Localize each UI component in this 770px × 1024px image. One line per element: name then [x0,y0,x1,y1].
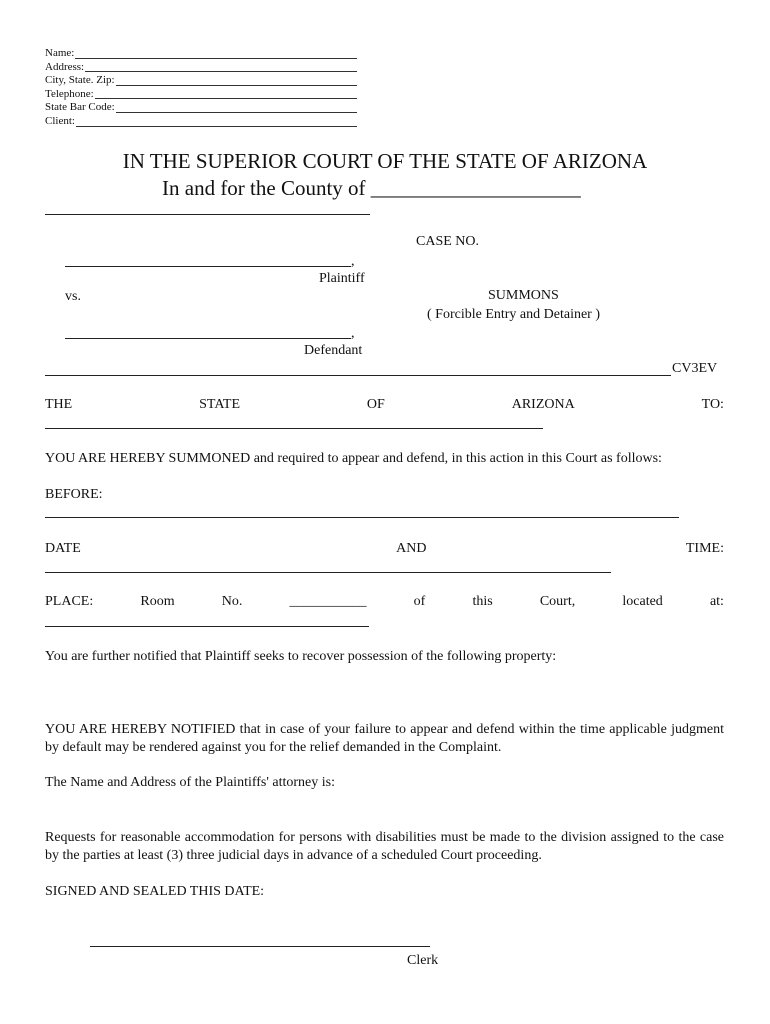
defendant-name-line [65,338,351,339]
header-field-label: Address: [45,60,85,73]
to-line-word: THE [45,397,73,412]
accommodation-notice: Requests for reasonable accommodation for persons with disabilities must be made to the division assigned to the case by the parties at least (3) three judicial days in advance of a scheduled Court proceeding. [45,830,724,863]
location-fill-line [45,626,369,627]
plaintiff-label: Plaintiff [319,271,365,286]
attorney-header-block [45,47,357,129]
signed-sealed-label: SIGNED AND SEALED THIS DATE: [45,884,265,899]
place-word: this [472,594,493,609]
place-word: Room [140,594,175,609]
place-word: located [622,594,663,609]
place-word: at: [709,594,724,609]
clerk-label: Clerk [407,953,439,968]
addressee-line [45,428,543,429]
caption-bottom-line [45,375,671,376]
attorney-statement: The Name and Address of the Plaintiffs' attorney is: [45,775,335,790]
summoned-statement: YOU ARE HEREBY SUMMONED and required to appear and defend, in this action in this Court as follows: [45,451,662,466]
summons-subheading: ( Forcible Entry and Detainer ) [427,307,600,322]
place-word: of [413,594,426,609]
to-line-word: TO: [701,397,724,412]
header-field-label: Client: [45,114,75,127]
versus-label: vs. [65,289,81,304]
header-field-address [45,61,357,75]
county-line: In and for the County of ____________________ [162,176,581,200]
before-line [45,517,679,518]
header-field-label: State Bar Code: [45,101,115,114]
case-number-label: CASE NO. [416,234,480,249]
place-line [45,594,724,610]
default-notice: YOU ARE HEREBY NOTIFIED that in case of your failure to appear and defend within the time applicable judgment by default may be rendered against you for the relief demanded in the Complaint. [45,722,724,755]
header-field-label: Name: [45,47,75,59]
to-line-word: OF [366,397,385,412]
header-field-name [45,47,357,61]
place-word: Court, [539,594,576,609]
plaintiff-name-line [65,266,351,267]
room-number-blank: ___________ [289,594,367,609]
header-field-city-state-zip [45,74,357,88]
date-label: DATE [45,541,81,556]
date-time-fill-line [45,572,611,573]
header-field-state-bar-code [45,101,357,115]
to-line [45,397,724,413]
clerk-signature-line [90,946,430,947]
court-title: IN THE SUPERIOR COURT OF THE STATE OF ARIZONA [122,149,648,173]
plaintiff-comma: , [351,254,355,269]
date-time-line [45,541,724,557]
header-field-telephone [45,88,357,102]
before-label: BEFORE: [45,487,103,502]
header-field-client [45,115,357,129]
to-line-word: ARIZONA [511,397,575,412]
summons-heading: SUMMONS [488,288,559,303]
property-statement: You are further notified that Plaintiff seeks to recover possession of the following property: [45,649,557,664]
divider-line [45,214,370,215]
form-code: CV3EV [672,361,718,376]
place-word: No. [221,594,243,609]
place-word: PLACE: [45,594,94,609]
header-field-label: City, State. Zip: [45,74,115,87]
defendant-label: Defendant [304,343,363,358]
to-line-word: STATE [199,397,241,412]
and-label: AND [396,541,427,556]
defendant-comma: , [351,326,355,341]
time-label: TIME: [685,541,724,556]
header-field-label: Telephone: [45,87,94,100]
